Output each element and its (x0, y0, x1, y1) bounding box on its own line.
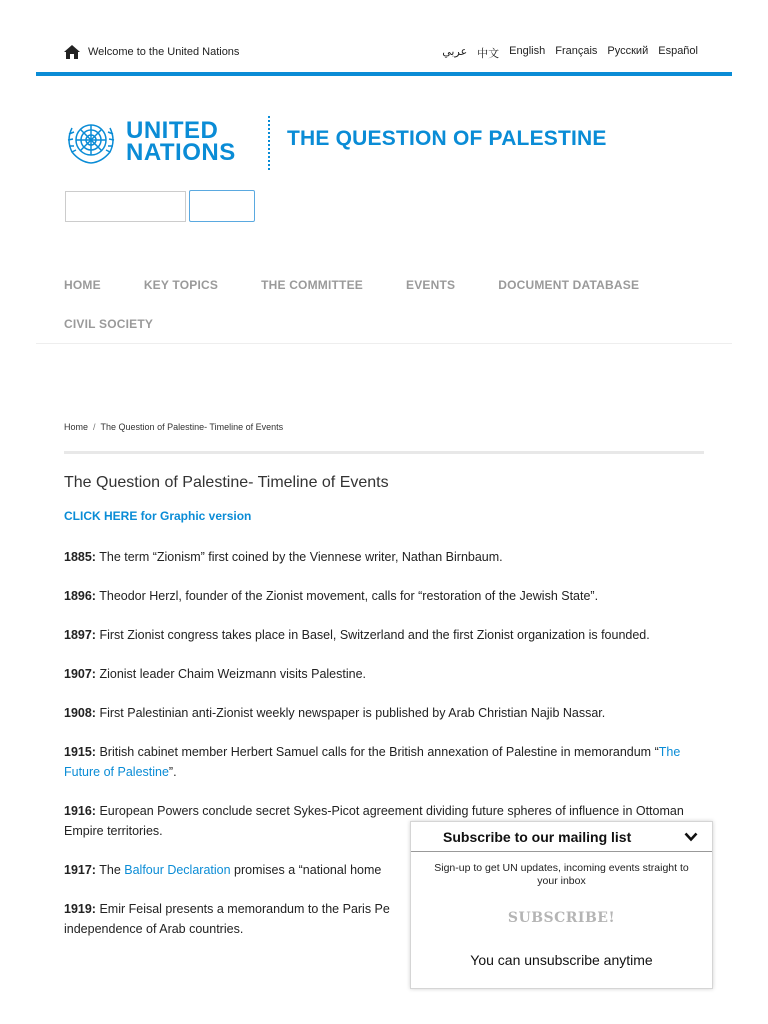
lang-french[interactable]: Français (555, 45, 598, 57)
home-icon (64, 45, 80, 59)
entry-text: The term “Zionism” first coined by the Viennese writer, Nathan Birnbaum. (95, 550, 503, 564)
nav-civil-society[interactable]: CIVIL SOCIETY (64, 317, 154, 331)
nav-events[interactable]: EVENTS (406, 278, 456, 292)
mailing-list-description: Sign-up to get UN updates, incoming events straight to your inbox (434, 862, 689, 887)
mailing-list-widget (410, 821, 713, 989)
timeline-entry (64, 547, 714, 567)
breadcrumb-current: The Question of Palestine- Timeline of Events (100, 422, 284, 432)
lang-russian[interactable]: Русский (607, 45, 649, 57)
entry-year: 1907: (64, 667, 96, 681)
top-bar (36, 0, 732, 76)
nav-home[interactable]: HOME (64, 278, 101, 292)
nav-divider (36, 343, 732, 344)
timeline-entry (64, 586, 714, 606)
entry-year: 1908: (64, 706, 96, 720)
entry-text-after: ”. (168, 765, 177, 779)
entry-year: 1916: (64, 804, 96, 818)
welcome-text: Welcome to the United Nations (88, 46, 240, 58)
un-wordmark-line2: NATIONS (126, 139, 236, 166)
nav-document-database[interactable]: DOCUMENT DATABASE (498, 278, 640, 292)
future-of-palestine-link[interactable]: The Future of Palestine (64, 745, 681, 779)
language-switcher (442, 45, 698, 61)
entry-year: 1896: (64, 589, 96, 603)
welcome-link[interactable] (64, 45, 239, 59)
lang-english[interactable]: English (509, 45, 546, 57)
timeline-entry (64, 703, 714, 723)
lang-spanish[interactable]: Español (658, 45, 698, 57)
nav-key-topics[interactable]: KEY TOPICS (143, 278, 219, 292)
un-wordmark-line1: UNITED (126, 117, 219, 144)
header-divider (268, 116, 270, 170)
entry-text: Emir Feisal presents a memorandum to the Paris Pe (95, 902, 390, 916)
breadcrumb-rule (64, 451, 704, 454)
breadcrumb-home[interactable]: Home (64, 422, 89, 432)
entry-text-after: promises a “national home (230, 863, 382, 877)
nav-the-committee[interactable]: THE COMMITTEE (261, 278, 363, 292)
balfour-declaration-link[interactable]: Balfour Declaration (124, 863, 231, 877)
lang-chinese[interactable]: 中文 (477, 48, 500, 60)
timeline-entry (64, 664, 714, 684)
entry-text: European Powers conclude secret Sykes-Picot agreement dividing future spheres of influence in Ottoman Empire territories. (64, 804, 684, 838)
entry-year: 1885: (64, 550, 96, 564)
page-title: The Question of Palestine- Timeline of Events (64, 474, 389, 491)
entry-text: British cabinet member Herbert Samuel calls for the British annexation of Palestine in memorandum “ (95, 745, 659, 759)
entry-text: Theodor Herzl, founder of the Zionist movement, calls for “restoration of the Jewish State”. (95, 589, 599, 603)
un-wordmark (126, 117, 236, 166)
un-emblem-icon (62, 116, 120, 168)
unsubscribe-note: You can unsubscribe anytime (470, 952, 653, 968)
nav-row-1 (64, 278, 704, 317)
mailing-list-title: Subscribe to our mailing list (443, 828, 632, 845)
main-nav (64, 278, 704, 356)
graphic-version-link[interactable]: CLICK HERE for Graphic version (64, 509, 252, 523)
timeline-entry (64, 742, 714, 782)
entry-text: Zionist leader Chaim Weizmann visits Palestine. (95, 667, 366, 681)
breadcrumb (64, 422, 283, 432)
subscribe-button[interactable]: SUBSCRIBE! (507, 910, 616, 926)
un-logo[interactable] (62, 116, 236, 168)
search-input[interactable] (65, 191, 186, 222)
chevron-down-icon[interactable] (684, 832, 698, 842)
entry-year: 1915: (64, 745, 96, 759)
mailing-list-header[interactable] (411, 822, 712, 852)
entry-text: The (95, 863, 125, 877)
entry-year: 1897: (64, 628, 96, 642)
nav-row-2 (64, 317, 704, 356)
entry-text: First Palestinian anti-Zionist weekly newspaper is published by Arab Christian Najib Nassar. (95, 706, 606, 720)
timeline-entry (64, 625, 714, 645)
search-button[interactable] (189, 190, 255, 222)
lang-arabic[interactable]: عربي (442, 46, 468, 58)
entry-year: 1919: (64, 902, 96, 916)
entry-year: 1917: (64, 863, 96, 877)
site-title[interactable]: THE QUESTION OF PALESTINE (287, 127, 607, 150)
breadcrumb-separator: / (93, 422, 96, 432)
entry-text-after: independence of Arab countries. (64, 922, 244, 936)
entry-text: First Zionist congress takes place in Basel, Switzerland and the first Zionist organization is founded. (95, 628, 650, 642)
